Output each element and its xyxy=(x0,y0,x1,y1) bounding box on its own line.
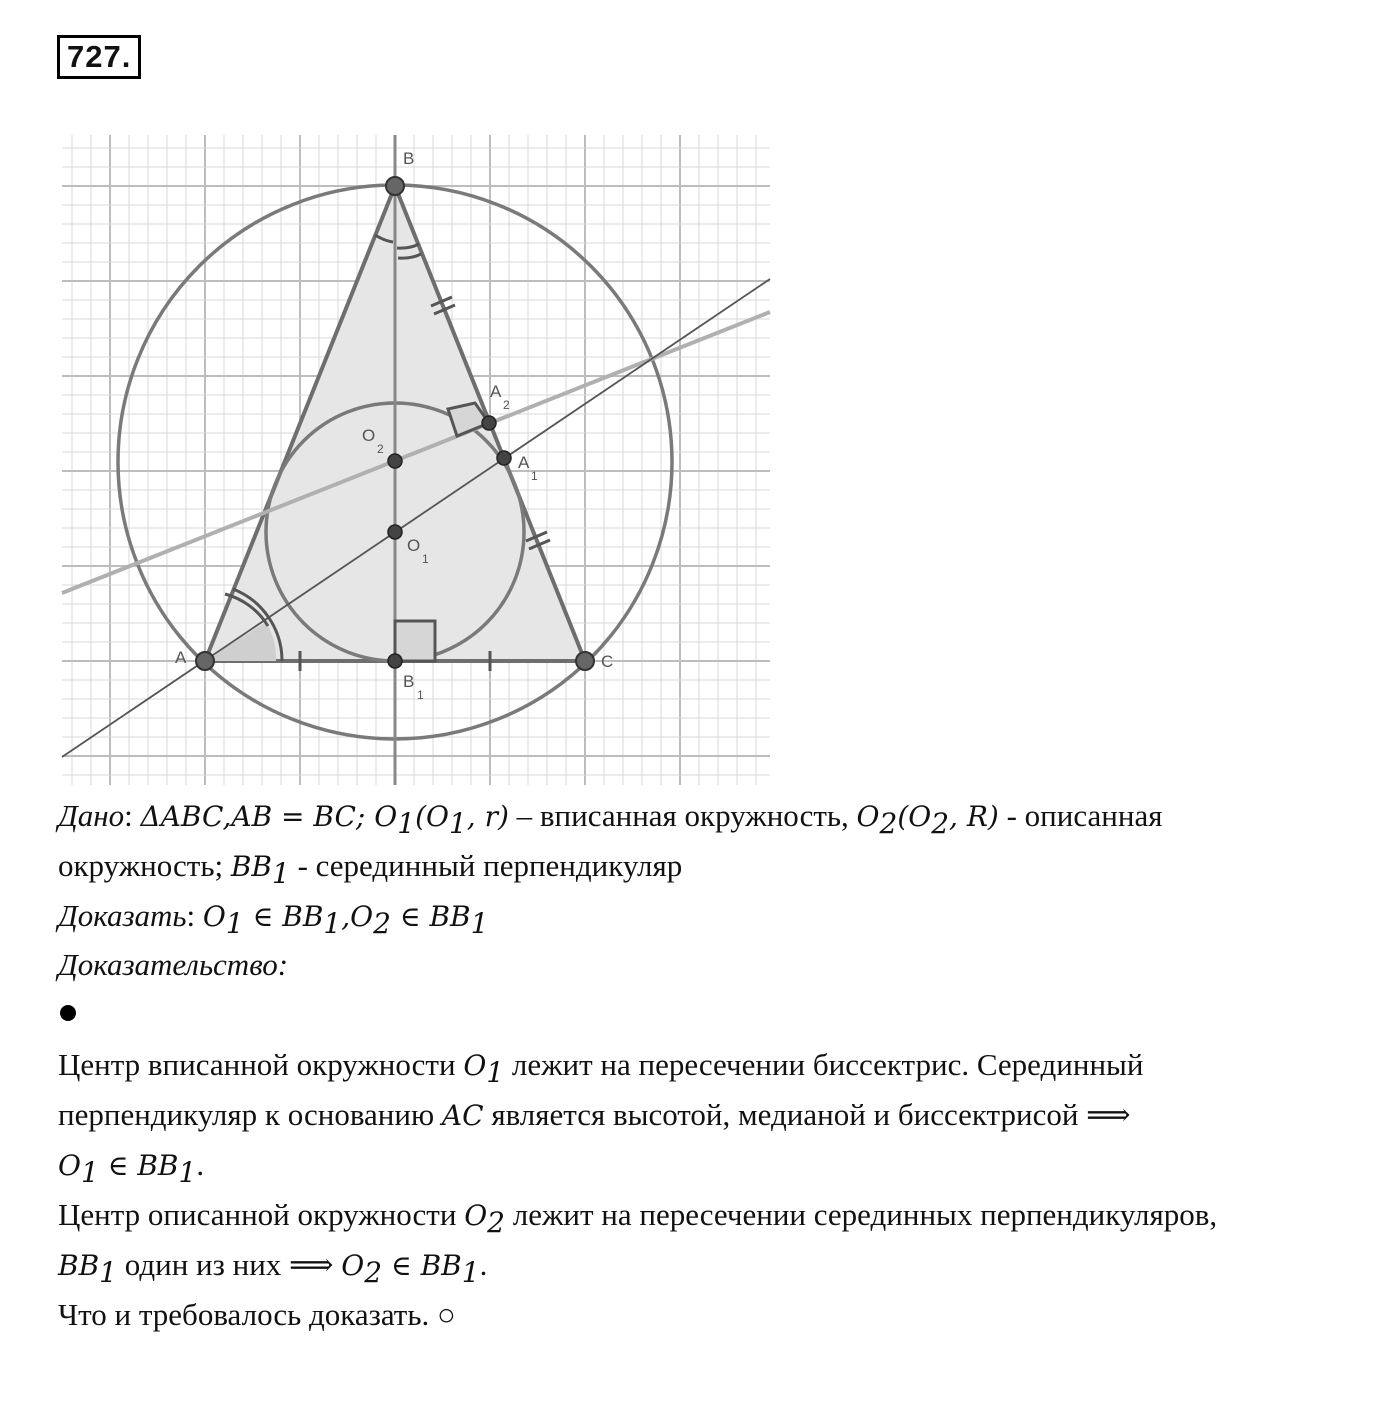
given-text: - описанная xyxy=(998,798,1163,833)
label-c: C xyxy=(601,652,614,671)
proof-bb1: ∈ BB xyxy=(98,1149,179,1182)
sub: 1 xyxy=(470,907,489,940)
given-circumcircle-radius: , R) xyxy=(949,800,999,833)
given-circumcircle-args: (O xyxy=(897,800,932,833)
given-text: – вписанная окружность, xyxy=(508,798,857,833)
label-a: A xyxy=(175,648,187,667)
proof-o1: O xyxy=(463,1049,487,1082)
given-sep: : xyxy=(124,798,141,833)
given-line-1 xyxy=(58,797,1163,840)
point-a1 xyxy=(497,451,511,465)
label-o1: O xyxy=(407,536,421,555)
proof-text: является высотой, медианой и биссектрисой ⟹ xyxy=(483,1097,1131,1132)
proof-conclusion: Что и требовалось доказать. ○ xyxy=(58,1297,456,1332)
given-incircle-radius: , r) xyxy=(466,800,509,833)
prove-sep: : xyxy=(186,898,203,933)
proof-bb1: BB xyxy=(58,1249,100,1282)
prove-o2: ,O xyxy=(341,900,374,933)
sub: 1 xyxy=(486,1056,505,1089)
point-b xyxy=(386,177,404,195)
proof-o2: O xyxy=(341,1249,365,1282)
proof-o1: O xyxy=(58,1149,81,1182)
proof-o2: O xyxy=(464,1199,488,1232)
given-bb1: BB xyxy=(230,850,272,883)
proof-text: Центр описанной окружности xyxy=(58,1197,465,1232)
proof-label: Доказательство: xyxy=(58,947,289,982)
sub: 1 xyxy=(397,807,416,840)
proof-text: . xyxy=(479,1247,488,1282)
given-label: Дано xyxy=(58,798,125,833)
proof-line-6 xyxy=(58,1296,456,1333)
sub: 1 xyxy=(272,857,290,890)
label-b1-sub: 1 xyxy=(417,688,424,702)
label-b: B xyxy=(403,149,415,168)
proof-bb1: ∈ BB xyxy=(382,1249,462,1282)
sub: 1 xyxy=(80,1156,99,1189)
problem-number: 727. xyxy=(57,35,141,79)
bullet-icon xyxy=(60,1005,76,1021)
sub: 1 xyxy=(448,807,467,840)
proof-text: один из них ⟹ xyxy=(116,1247,342,1282)
given-line-2 xyxy=(58,847,683,890)
given-incircle-args: (O xyxy=(415,800,449,833)
prove-line xyxy=(58,897,489,940)
proof-line-3 xyxy=(58,1146,205,1189)
proof-text: лежит на пересечении биссектрис. Серединный xyxy=(504,1047,1144,1082)
sub: 1 xyxy=(225,907,244,940)
prove-o1: O xyxy=(202,900,226,933)
proof-line-2 xyxy=(58,1096,1131,1133)
label-o1-sub: 1 xyxy=(422,552,429,566)
label-o2: O xyxy=(362,426,376,445)
label-a2-sub: 2 xyxy=(503,398,510,412)
given-incircle-name: O xyxy=(374,800,398,833)
sub: 2 xyxy=(931,807,950,840)
proof-text: Центр вписанной окружности xyxy=(58,1047,464,1082)
sub: 1 xyxy=(461,1256,480,1289)
given-text: окружность; xyxy=(58,848,231,883)
label-a1-sub: 1 xyxy=(531,469,538,483)
proof-line-1 xyxy=(58,1046,1144,1089)
point-c xyxy=(576,652,594,670)
given-circumcircle-name: O xyxy=(856,800,880,833)
label-b1: B xyxy=(403,672,415,691)
sub: 1 xyxy=(178,1156,197,1189)
prove-bb1: ∈ BB xyxy=(243,900,324,933)
point-b1 xyxy=(388,654,402,668)
prove-bb1: ∈ BB xyxy=(390,900,471,933)
prove-label: Доказать xyxy=(58,898,187,933)
sub: 1 xyxy=(99,1256,117,1289)
proof-text: . xyxy=(196,1147,205,1182)
given-text: - серединный перпендикуляр xyxy=(289,848,683,883)
label-a1: A xyxy=(518,453,530,472)
proof-ac: AC xyxy=(441,1099,484,1132)
right-angle-mark-b1 xyxy=(395,621,435,661)
given-triangle: ΔABC,AB = BC; xyxy=(140,800,375,833)
point-o1 xyxy=(388,525,402,539)
proof-line-5 xyxy=(58,1246,488,1289)
proof-text: лежит на пересечении серединных перпендикуляров, xyxy=(504,1197,1218,1232)
point-o2 xyxy=(388,454,402,468)
sub: 2 xyxy=(364,1256,383,1289)
sub: 2 xyxy=(487,1206,505,1239)
label-o2-sub: 2 xyxy=(377,442,384,456)
sub: 2 xyxy=(879,807,898,840)
label-a2: A xyxy=(490,382,502,401)
proof-line-4 xyxy=(58,1196,1218,1239)
sub: 1 xyxy=(323,907,342,940)
point-a xyxy=(196,652,214,670)
proof-text: перпендикуляр к основанию xyxy=(58,1097,442,1132)
point-a2 xyxy=(482,416,496,430)
sub: 2 xyxy=(373,907,391,940)
